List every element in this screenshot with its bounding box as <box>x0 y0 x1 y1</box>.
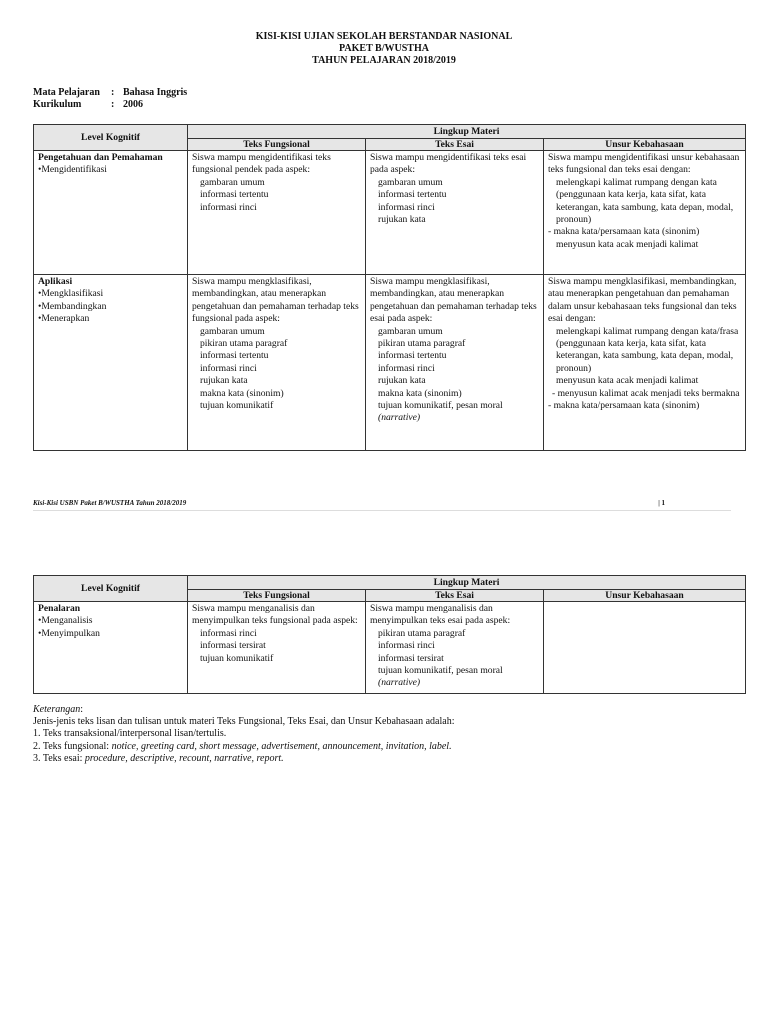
header-level: Level Kognitif <box>34 576 188 602</box>
aspect-item: informasi tertentu <box>378 189 447 201</box>
notes-italic: notice, greeting card, short message, advertisement, announcement, invitation, label. <box>111 740 452 752</box>
aspect-item: informasi rinci <box>200 362 257 374</box>
aspect-item: informasi tersirat <box>200 640 266 652</box>
cell-intro: Siswa mampu menganalisis dan menyimpulkan teks fungsional pada aspek: <box>192 603 358 627</box>
subject-label: Mata Pelajaran <box>33 87 100 98</box>
aspect-item: menyusun kata acak menjadi kalimat <box>556 375 699 387</box>
notes-line <box>33 741 454 753</box>
aspect-item: pikiran utama paragraf <box>378 338 466 350</box>
cell-intro: Siswa mampu mengklasifikasi, membandingkan, atau menerapkan pengetahuan dan pemahaman terhadap teks fungsional pada aspek: <box>192 276 359 325</box>
notes-title: Keterangan <box>33 704 81 715</box>
level-title: Aplikasi <box>38 276 73 287</box>
notes-line <box>33 753 454 765</box>
title-line-2: PAKET B/WUSTHA <box>339 43 429 54</box>
level-cell <box>34 275 188 451</box>
aspect-item: gambaran umum <box>200 176 265 188</box>
unsur-cell <box>544 151 746 275</box>
aspect-item: gambaran umum <box>378 176 443 188</box>
unsur-cell <box>544 602 746 694</box>
aspect-item: rujukan kata <box>378 214 426 226</box>
aspect-item: melengkapi kalimat rumpang dengan kata/frasa (penggunaan kata kerja, kata sifat, kata keterangan, kata sambung, kata depan, modal, pronoun) <box>556 325 739 374</box>
notes-prefix: 3. Teks esai: <box>33 752 85 764</box>
notes-prefix: 2. Teks fungsional: <box>33 740 112 752</box>
header-esai: Teks Esai <box>366 590 544 602</box>
level-item: • Menganalisis <box>38 615 183 627</box>
fungsional-cell <box>188 275 366 451</box>
level-title: Pengetahuan dan Pemahaman <box>38 152 163 163</box>
aspect-item: (narrative) <box>378 677 421 689</box>
esai-cell <box>366 602 544 694</box>
aspect-item: informasi tersirat <box>378 652 444 664</box>
aspect-item: melengkapi kalimat rumpang dengan kata (penggunaan kata kerja, kata sifat, kata keterangan, kata sambung, kata depan, modal, pronoun) <box>556 176 734 226</box>
aspect-item: rujukan kata <box>200 375 248 387</box>
curriculum-colon: : <box>111 99 115 110</box>
fungsional-cell <box>188 602 366 694</box>
cell-intro: Siswa mampu mengklasifikasi, membandingkan, atau menerapkan pengetahuan dan pemahaman dalam unsur kebahasaan teks fungsional dan teks esai dengan: <box>548 276 737 325</box>
aspect-item: informasi rinci <box>200 201 257 213</box>
level-item: • Menyimpulkan <box>38 628 183 640</box>
notes-line: Jenis-jenis teks lisan dan tulisan untuk materi Teks Fungsional, Teks Esai, dan Unsur Kebahasaan adalah: <box>33 716 455 728</box>
aspect-item: - makna kata/persamaan kata (sinonim) <box>548 400 700 412</box>
page-footer <box>33 499 731 507</box>
aspect-item: tujuan komunikatif, pesan moral <box>378 400 503 412</box>
fungsional-cell <box>188 151 366 275</box>
aspect-item: tujuan komunikatif <box>200 400 274 412</box>
cell-intro: Siswa mampu mengklasifikasi, membandingkan, atau menerapkan pengetahuan dan pemahaman terhadap teks esai pada aspek: <box>370 276 537 325</box>
header-unsur: Unsur Kebahasaan <box>544 139 746 151</box>
notes-italic: procedure, descriptive, recount, narrative, report. <box>84 752 284 764</box>
aspect-item: - makna kata/persamaan kata (sinonim) <box>548 226 700 238</box>
level-item: • Mengidentifikasi <box>38 164 183 176</box>
aspect-item: informasi rinci <box>378 201 435 213</box>
notes-colon: : <box>80 704 83 715</box>
header-unsur: Unsur Kebahasaan <box>544 590 746 602</box>
aspect-item: informasi tertentu <box>378 350 447 362</box>
aspect-item: pikiran utama paragraf <box>378 627 466 639</box>
meta-info <box>33 87 187 111</box>
header-level: Level Kognitif <box>34 125 188 151</box>
title-line-3: TAHUN PELAJARAN 2018/2019 <box>312 55 456 66</box>
aspect-item: informasi tertentu <box>200 350 269 362</box>
aspect-item: informasi tertentu <box>200 189 269 201</box>
subject-colon: : <box>111 87 115 98</box>
aspect-item: menyusun kata acak menjadi kalimat <box>556 238 699 250</box>
cell-intro: Siswa mampu menganalisis dan menyimpulkan teks esai pada aspek: <box>370 603 511 627</box>
level-item: • Membandingkan <box>38 301 183 313</box>
aspect-item: informasi rinci <box>378 362 435 374</box>
cell-intro: Siswa mampu mengidentifikasi unsur kebahasaan teks fungsional dan teks esai dengan: <box>548 152 740 176</box>
level-item: • Mengklasifikasi <box>38 288 183 300</box>
header-esai: Teks Esai <box>366 139 544 151</box>
aspect-item: makna kata (sinonim) <box>378 387 462 399</box>
aspect-item: gambaran umum <box>200 325 265 337</box>
header-fungsional: Teks Fungsional <box>188 139 366 151</box>
aspect-item: informasi rinci <box>378 640 435 652</box>
subject-value: Bahasa Inggris <box>123 87 188 98</box>
cell-intro: Siswa mampu mengidentifikasi teks esai pada aspek: <box>370 152 527 176</box>
title-line-1: KISI-KISI UJIAN SEKOLAH BERSTANDAR NASIONAL <box>255 31 513 42</box>
level-title: Penalaran <box>38 603 81 614</box>
curriculum-label: Kurikulum <box>33 99 82 110</box>
curriculum-value: 2006 <box>123 99 143 110</box>
level-cell <box>34 602 188 694</box>
aspect-item: gambaran umum <box>378 325 443 337</box>
notes-line: 1. Teks transaksional/interpersonal lisan/tertulis. <box>33 728 227 740</box>
header-scope: Lingkup Materi <box>188 125 746 139</box>
footer-title: Kisi-Kisi USBN Paket B/WUSTHA Tahun 2018/2019 <box>33 499 187 507</box>
header-scope: Lingkup Materi <box>188 576 746 590</box>
aspect-item: - menyusun kalimat acak menjadi teks bermakna <box>552 387 740 399</box>
level-item: • Menerapkan <box>38 313 183 325</box>
kisi-table-1 <box>33 124 746 451</box>
notes-heading <box>33 704 454 716</box>
page-number: | 1 <box>658 499 665 507</box>
aspect-item: (narrative) <box>378 412 421 424</box>
aspect-item: rujukan kata <box>378 375 426 387</box>
esai-cell <box>366 275 544 451</box>
aspect-item: informasi rinci <box>200 627 257 639</box>
cell-intro: Siswa mampu mengidentifikasi teks fungsional pendek pada aspek: <box>192 152 331 176</box>
aspect-item: tujuan komunikatif <box>200 652 274 664</box>
aspect-item: makna kata (sinonim) <box>200 387 284 399</box>
header-fungsional: Teks Fungsional <box>188 590 366 602</box>
document-title <box>0 31 768 67</box>
aspect-item: tujuan komunikatif, pesan moral <box>378 665 503 677</box>
kisi-table-2 <box>33 575 746 694</box>
esai-cell <box>366 151 544 275</box>
footer-divider <box>33 510 731 511</box>
aspect-item: pikiran utama paragraf <box>200 338 288 350</box>
notes-section <box>33 704 454 765</box>
level-cell <box>34 151 188 275</box>
unsur-cell <box>544 275 746 451</box>
